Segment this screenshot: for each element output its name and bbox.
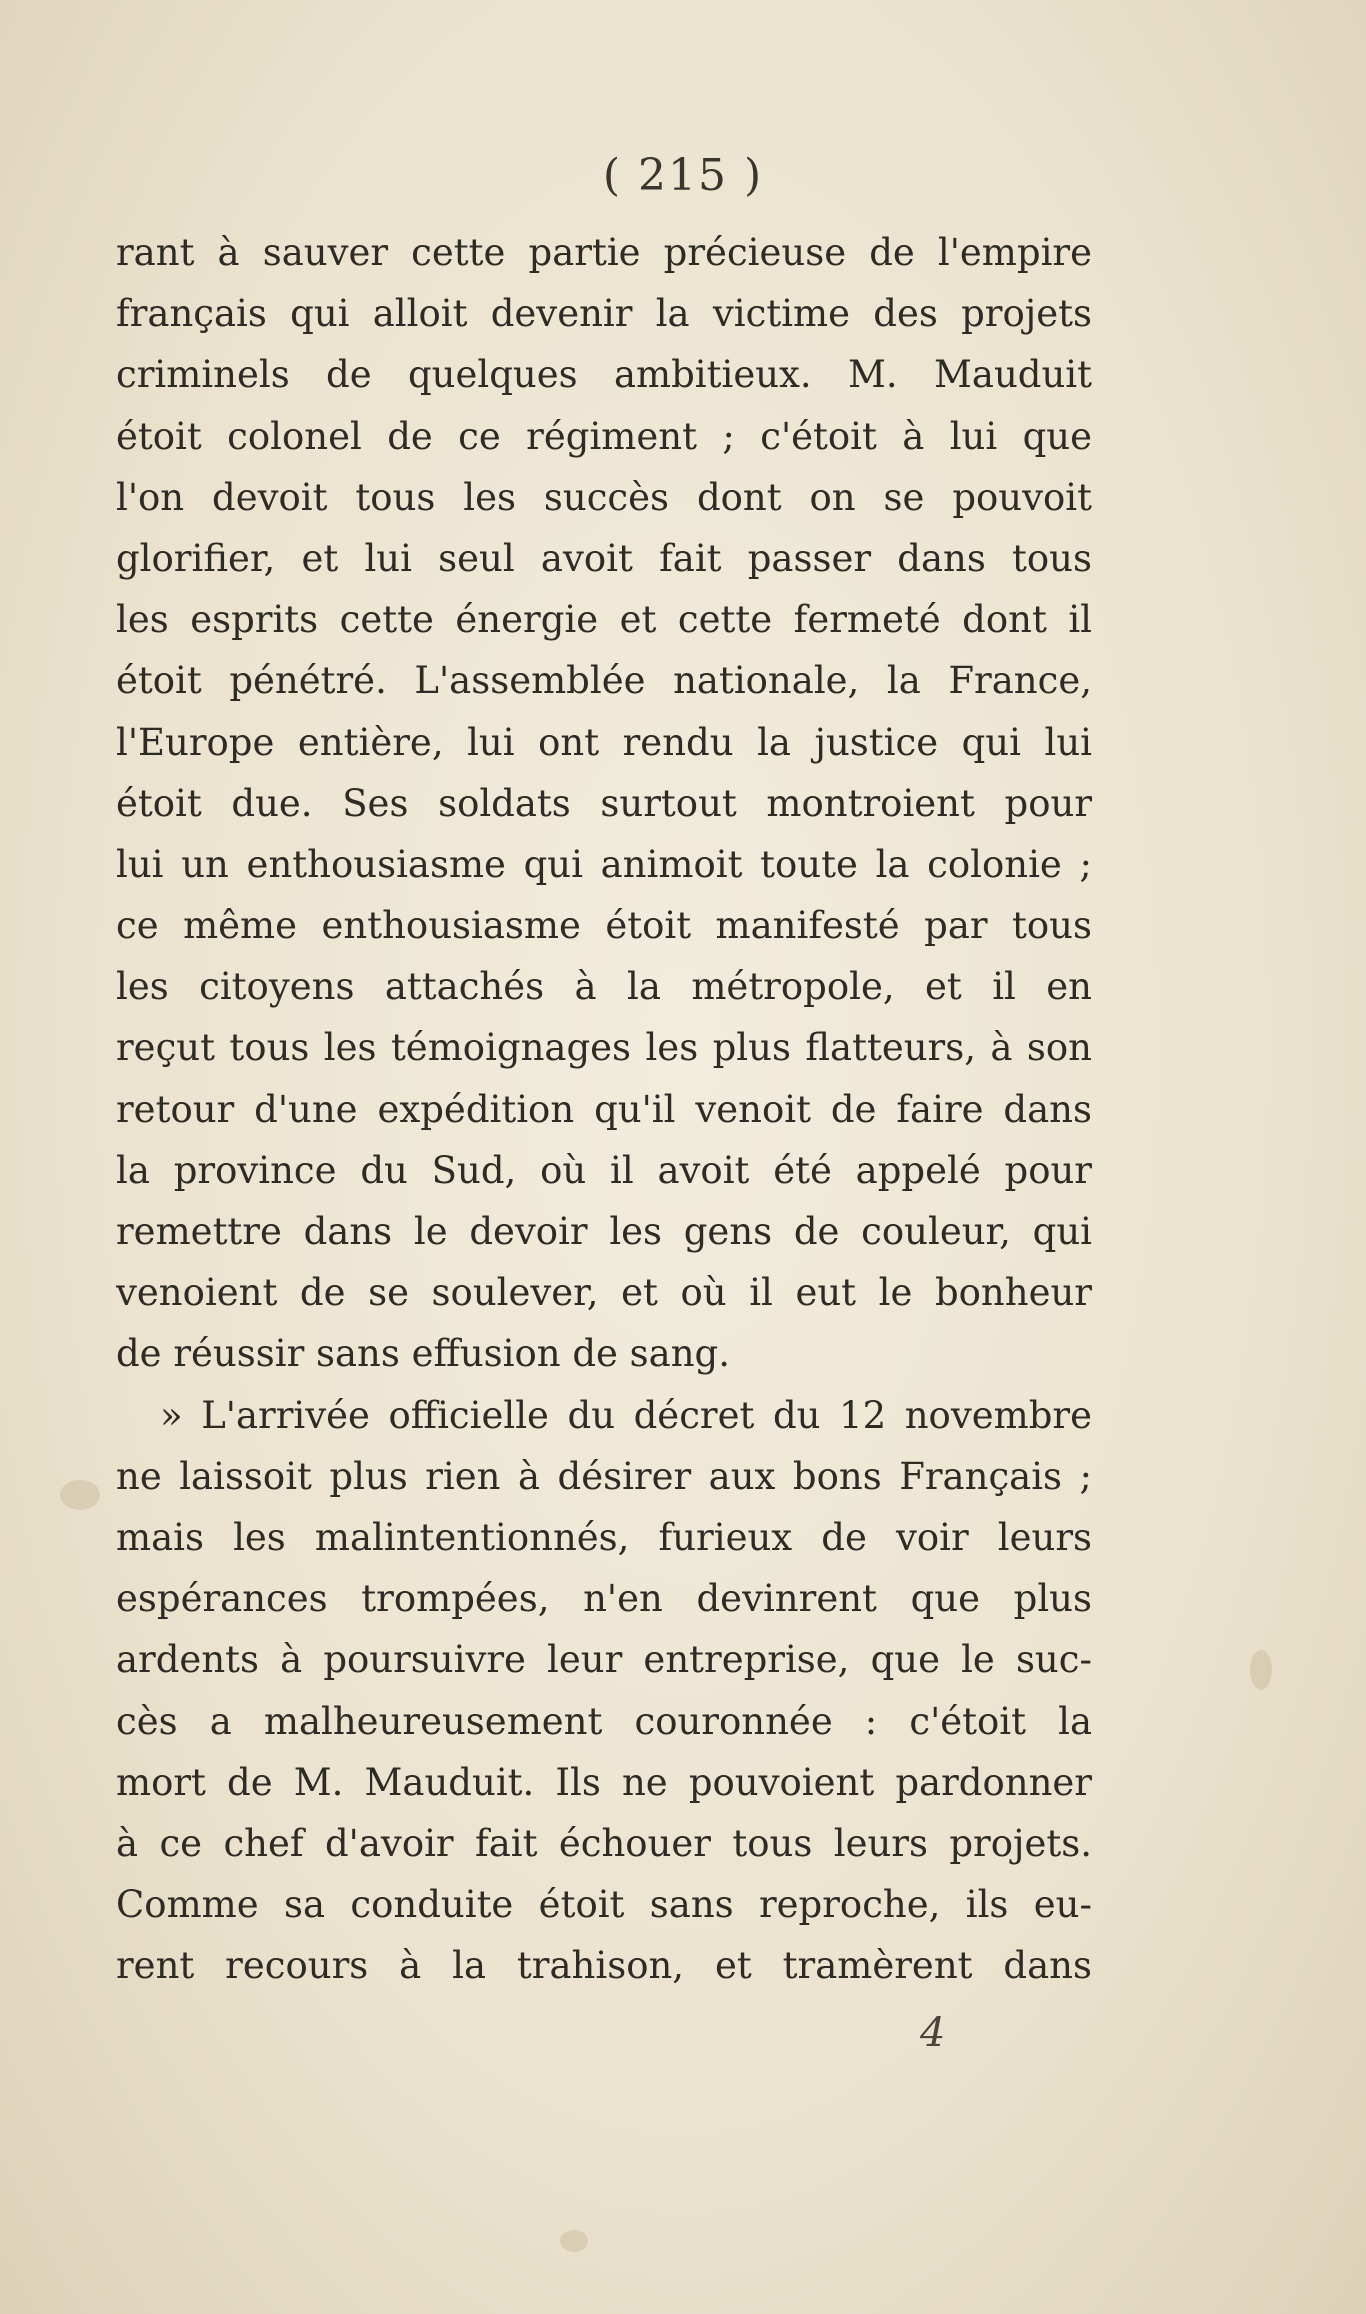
text-line: venoient de se soulever, et où il eut le bonheur: [116, 1271, 1092, 1315]
text-line: les citoyens attachés à la métropole, et il en: [116, 965, 1092, 1009]
text-line: étoit pénétré. L'assemblée nationale, la France,: [116, 659, 1092, 703]
text-line: à ce chef d'avoir fait échouer tous leurs projets.: [116, 1821, 1092, 1865]
text-line: rant à sauver cette partie précieuse de l'empire: [116, 231, 1092, 274]
text-line: lui un enthousiasme qui animoit toute la colonie ;: [116, 842, 1092, 886]
text-line: reçut tous les témoignages les plus flatteurs, à son: [116, 1026, 1092, 1070]
text-line: la province du Sud, où il avoit été appelé pour: [116, 1148, 1092, 1192]
paper-stain: [560, 2230, 588, 2252]
text-line: de réussir sans effusion de sang.: [116, 1332, 731, 1376]
text-line: l'Europe entière, lui ont rendu la justice qui lui: [116, 720, 1092, 764]
text-line: étoit colonel de ce régiment ; c'étoit à lui que: [116, 414, 1092, 458]
text-line: mort de M. Mauduit. Ils ne pouvoient pardonner: [116, 1760, 1092, 1804]
text-line: espérances trompées, n'en devinrent que plus: [116, 1577, 1092, 1621]
text-line: français qui alloit devenir la victime des projets: [116, 292, 1092, 336]
text-line: ardents à poursuivre leur entreprise, que le suc-: [116, 1638, 1092, 1682]
text-line: remettre dans le devoir les gens de couleur, qui: [116, 1210, 1092, 1253]
paper-stain: [60, 1480, 100, 1510]
text-line: ne laissoit plus rien à désirer aux bons Français ;: [116, 1454, 1092, 1498]
paper-stain: [1250, 1650, 1272, 1690]
page-number: ( 215 ): [602, 150, 764, 201]
text-line: les esprits cette énergie et cette fermeté dont il: [116, 598, 1092, 642]
text-line: Comme sa conduite étoit sans reproche, ils eu-: [116, 1883, 1092, 1927]
text-line: rent recours à la trahison, et tramèrent dans: [116, 1944, 1092, 1988]
text-line: ce même enthousiasme étoit manifesté par tous: [116, 904, 1092, 948]
text-line: retour d'une expédition qu'il venoit de faire dans: [116, 1087, 1092, 1131]
text-line: étoit due. Ses soldats surtout montroient pour: [116, 781, 1092, 825]
text-line: cès a malheureusement couronnée : c'étoit la: [116, 1699, 1092, 1743]
text-line: l'on devoit tous les succès dont on se pouvoit: [116, 475, 1092, 519]
text-line: mais les malintentionnés, furieux de voir leurs: [116, 1515, 1092, 1559]
text-line: » L'arrivée officielle du décret du 12 novembre: [160, 1393, 1092, 1437]
body-text: [116, 222, 1092, 1996]
text-line: glorifier, et lui seul avoit fait passer dans tous: [116, 536, 1092, 580]
text-line: criminels de quelques ambitieux. M. Mauduit: [116, 353, 1092, 397]
signature-mark: 4: [920, 2010, 946, 2056]
